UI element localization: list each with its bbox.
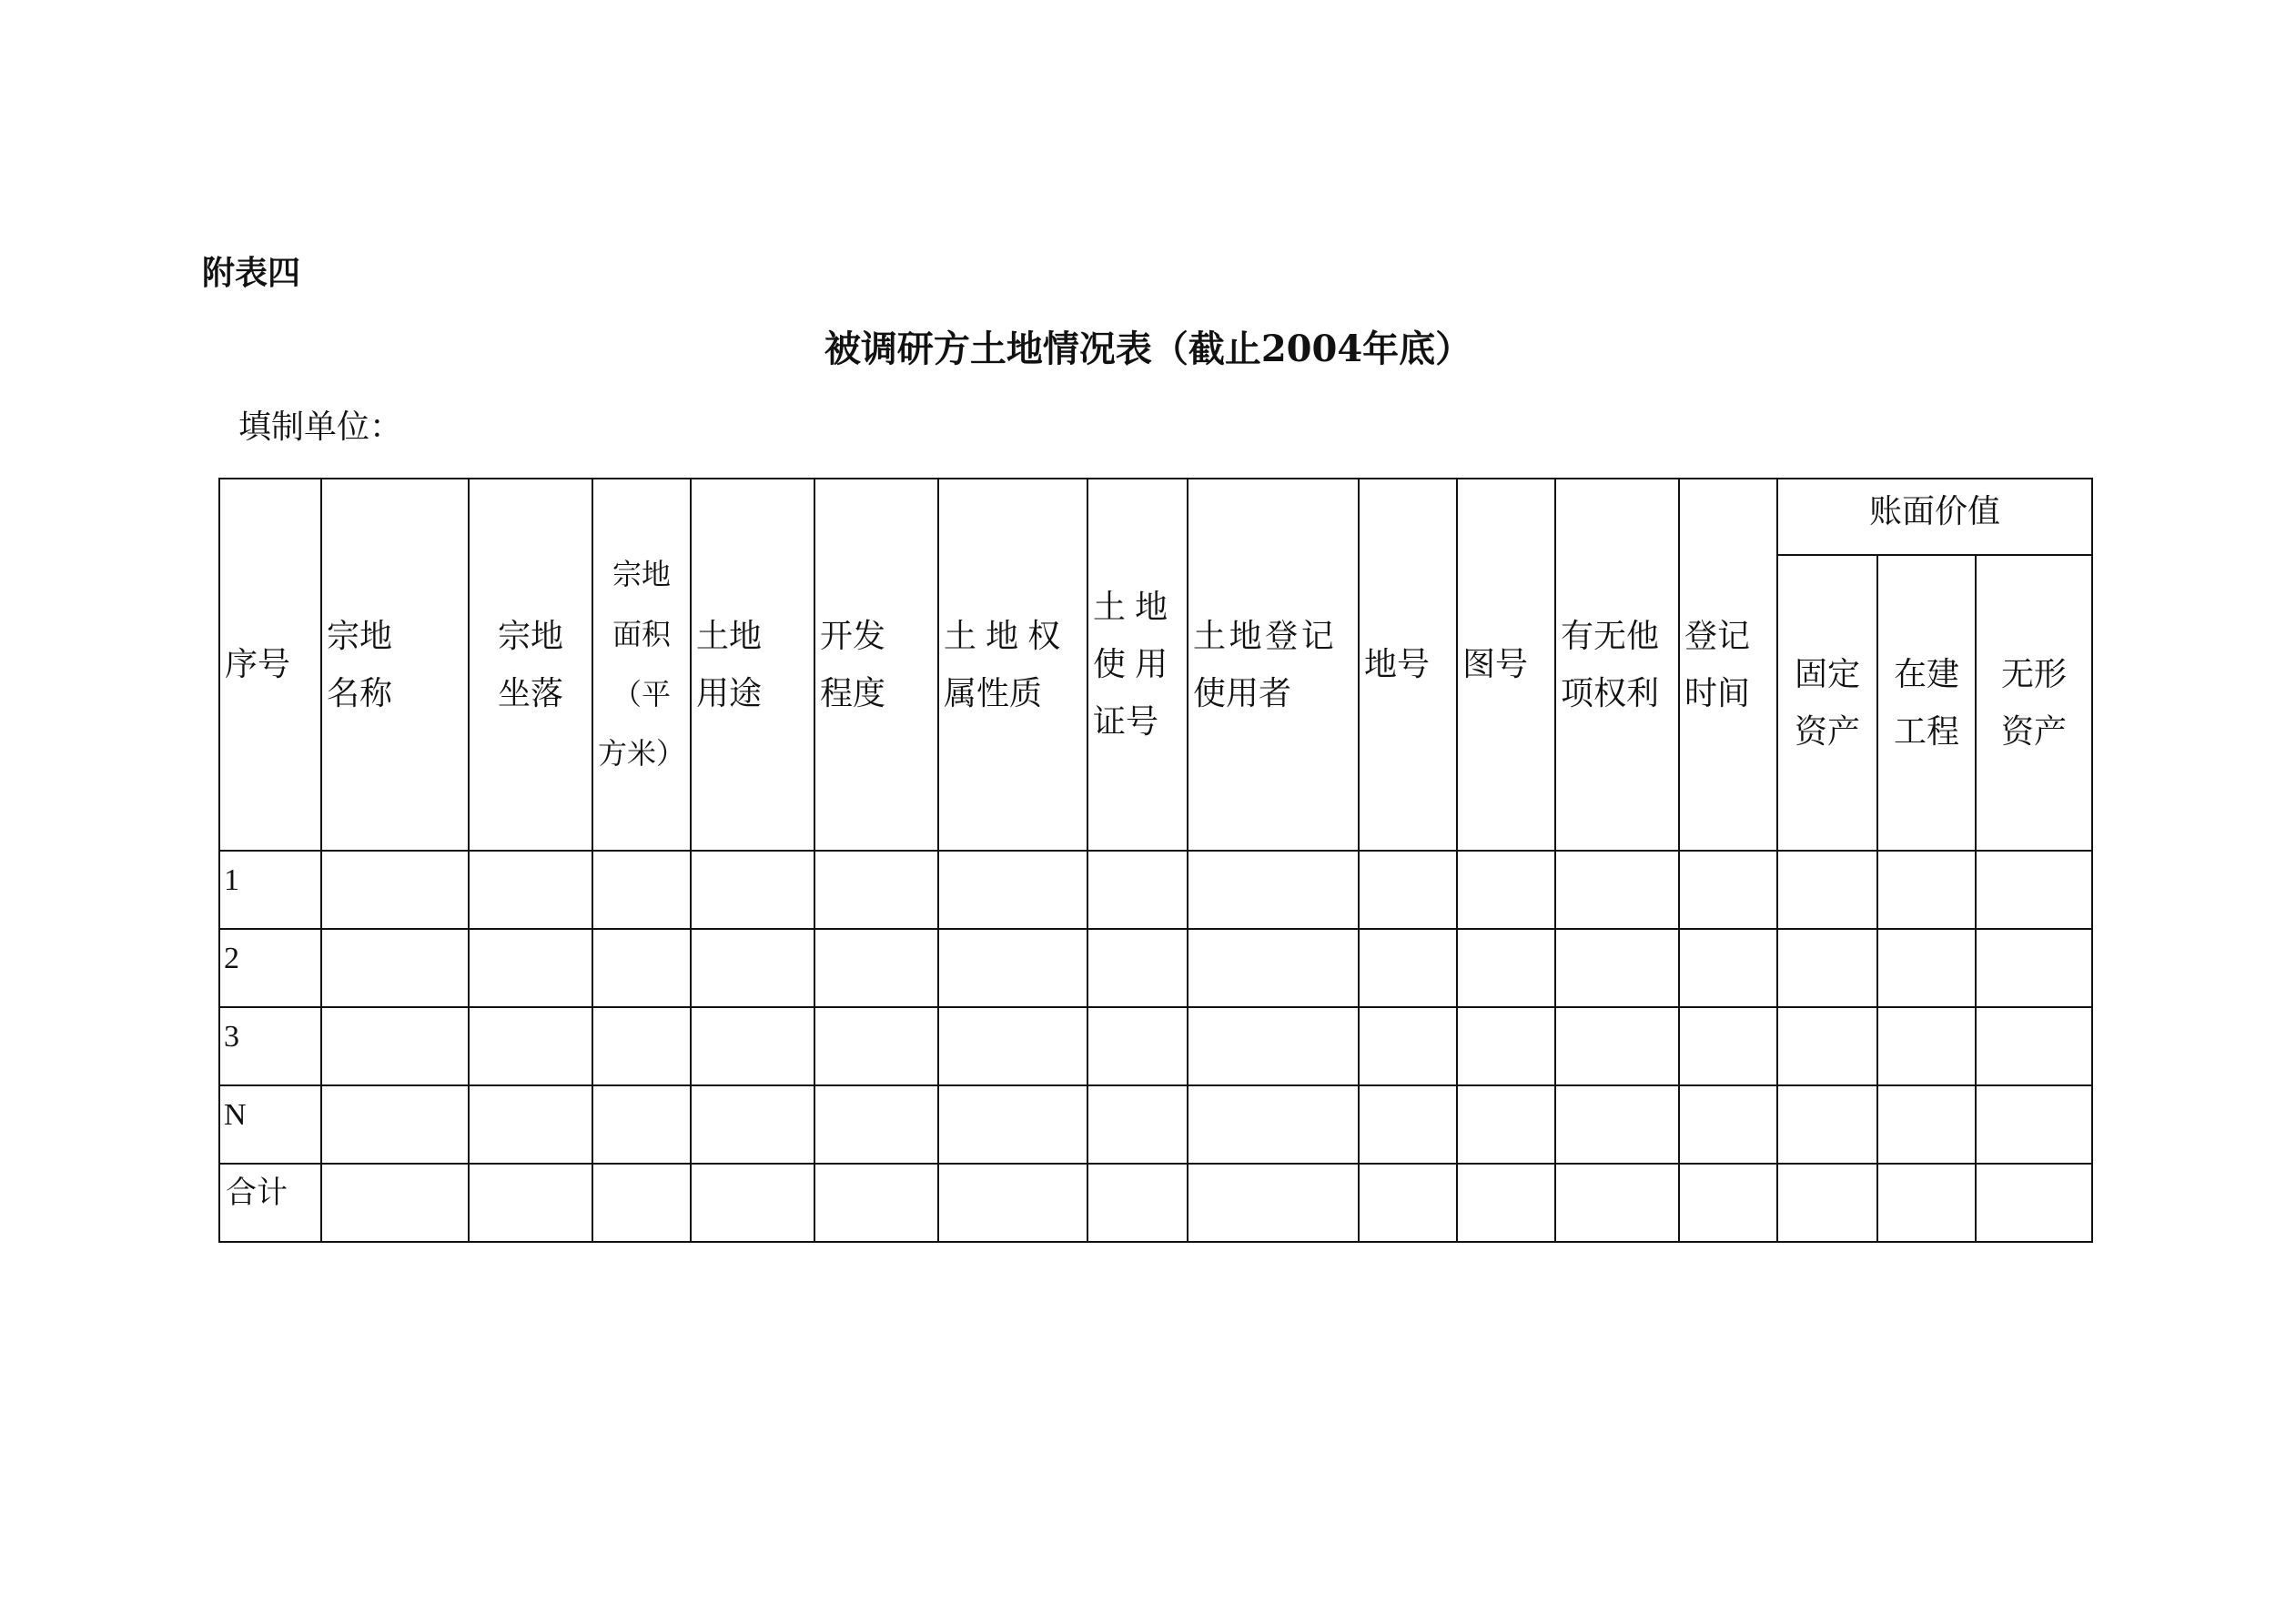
table-cell[interactable] (1188, 1164, 1359, 1242)
header-ownership-nature: 土地权 属性质 (938, 479, 1087, 851)
table-cell[interactable] (814, 1164, 938, 1242)
table-row (219, 929, 2092, 1007)
table-cell[interactable] (469, 1164, 592, 1242)
table-cell[interactable] (1359, 851, 1457, 929)
table-cell[interactable] (814, 929, 938, 1007)
table-cell[interactable] (1777, 1085, 1877, 1164)
table-cell[interactable] (1555, 1007, 1679, 1085)
table-cell[interactable] (1679, 1007, 1777, 1085)
table-cell[interactable] (1877, 1085, 1976, 1164)
table-cell[interactable] (938, 929, 1087, 1007)
table-cell[interactable] (1555, 1085, 1679, 1164)
table-cell[interactable] (1457, 851, 1555, 929)
table-cell[interactable] (592, 1164, 691, 1242)
table-cell[interactable] (1188, 1007, 1359, 1085)
table-cell[interactable] (691, 1085, 814, 1164)
document-title: 被调研方土地情况表（截止2004年底） (824, 328, 1472, 370)
header-land-use: 土地 用途 (691, 479, 814, 851)
table-cell[interactable] (321, 1164, 469, 1242)
header-seq: 序号 (219, 479, 321, 851)
row-label: 1 (219, 851, 321, 929)
row-label-total: 合计 (219, 1164, 321, 1242)
table-cell[interactable] (1359, 1007, 1457, 1085)
row-label: 2 (219, 929, 321, 1007)
table-cell[interactable] (321, 851, 469, 929)
header-under-construction: 在建 工程 (1877, 555, 1976, 851)
table-cell[interactable] (1877, 1164, 1976, 1242)
table-cell[interactable] (938, 1085, 1087, 1164)
table-cell[interactable] (938, 1164, 1087, 1242)
table-cell[interactable] (1188, 1085, 1359, 1164)
header-lot-no: 地号 (1359, 479, 1457, 851)
table-cell[interactable] (1457, 1085, 1555, 1164)
table-cell[interactable] (1976, 929, 2092, 1007)
table-cell[interactable] (938, 1007, 1087, 1085)
table-cell[interactable] (1087, 851, 1188, 929)
table-cell[interactable] (321, 1085, 469, 1164)
table-cell[interactable] (1777, 1007, 1877, 1085)
table-cell[interactable] (321, 1007, 469, 1085)
header-book-value-group: 账面价值 (1777, 479, 2092, 555)
table-cell[interactable] (814, 1007, 938, 1085)
header-parcel-name: 宗地 名称 (321, 479, 469, 851)
table-cell[interactable] (1359, 1164, 1457, 1242)
row-label: N (219, 1085, 321, 1164)
header-use-cert-no: 土地 使用 证号 (1087, 479, 1188, 851)
table-cell[interactable] (1087, 1085, 1188, 1164)
table-cell[interactable] (1877, 851, 1976, 929)
table-cell[interactable] (691, 1164, 814, 1242)
table-cell[interactable] (1087, 929, 1188, 1007)
table-cell[interactable] (1877, 929, 1976, 1007)
table-row (219, 851, 2092, 929)
header-development-level: 开发 程度 (814, 479, 938, 851)
table-cell[interactable] (469, 1085, 592, 1164)
header-intangible-assets: 无形 资产 (1976, 555, 2092, 851)
table-cell[interactable] (1457, 1164, 1555, 1242)
table-cell[interactable] (1087, 1164, 1188, 1242)
table-row (219, 1007, 2092, 1085)
table-cell[interactable] (1457, 929, 1555, 1007)
header-register-time: 登记 时间 (1679, 479, 1777, 851)
table-cell[interactable] (1087, 1007, 1188, 1085)
table-cell[interactable] (1777, 1164, 1877, 1242)
table-cell[interactable] (1679, 1164, 1777, 1242)
table-cell[interactable] (1976, 1007, 2092, 1085)
table-cell[interactable] (814, 1085, 938, 1164)
table-cell[interactable] (1555, 1164, 1679, 1242)
table-cell[interactable] (814, 851, 938, 929)
table-cell[interactable] (469, 1007, 592, 1085)
table-cell[interactable] (1188, 929, 1359, 1007)
table-cell[interactable] (938, 851, 1087, 929)
table-cell[interactable] (321, 929, 469, 1007)
table-cell[interactable] (592, 851, 691, 929)
table-cell[interactable] (1679, 1085, 1777, 1164)
header-parcel-location: 宗地 坐落 (469, 479, 592, 851)
filler-unit-label: 填制单位： (238, 409, 403, 446)
table-cell[interactable] (592, 929, 691, 1007)
table-cell[interactable] (1555, 929, 1679, 1007)
table-cell[interactable] (1976, 1085, 2092, 1164)
table-cell[interactable] (1777, 929, 1877, 1007)
table-cell[interactable] (1976, 851, 2092, 929)
table-cell[interactable] (1188, 851, 1359, 929)
table-cell[interactable] (592, 1007, 691, 1085)
table-cell[interactable] (691, 1007, 814, 1085)
table-cell[interactable] (1359, 929, 1457, 1007)
annex-label: 附表四 (202, 254, 301, 292)
table-cell[interactable] (469, 929, 592, 1007)
table-cell[interactable] (469, 851, 592, 929)
header-other-rights: 有无他 项权利 (1555, 479, 1679, 851)
header-map-no: 图号 (1457, 479, 1555, 851)
header-parcel-area: 宗地 面积 （平 方米） (592, 479, 691, 851)
table-cell[interactable] (1679, 929, 1777, 1007)
table-row (219, 1085, 2092, 1164)
header-row-top (219, 479, 2092, 555)
table-cell[interactable] (1976, 1164, 2092, 1242)
table-cell[interactable] (1555, 851, 1679, 929)
header-registered-user: 土地登记 使用者 (1188, 479, 1359, 851)
table-cell[interactable] (691, 929, 814, 1007)
table-cell[interactable] (1359, 1085, 1457, 1164)
row-label: 3 (219, 1007, 321, 1085)
table-cell[interactable] (1877, 1007, 1976, 1085)
land-status-table (218, 478, 2093, 1243)
table-row-total (219, 1164, 2092, 1242)
table-cell[interactable] (1457, 1007, 1555, 1085)
table-cell[interactable] (592, 1085, 691, 1164)
header-fixed-assets: 固定 资产 (1777, 555, 1877, 851)
table-cell[interactable] (1777, 851, 1877, 929)
table-cell[interactable] (691, 851, 814, 929)
table-cell[interactable] (1679, 851, 1777, 929)
